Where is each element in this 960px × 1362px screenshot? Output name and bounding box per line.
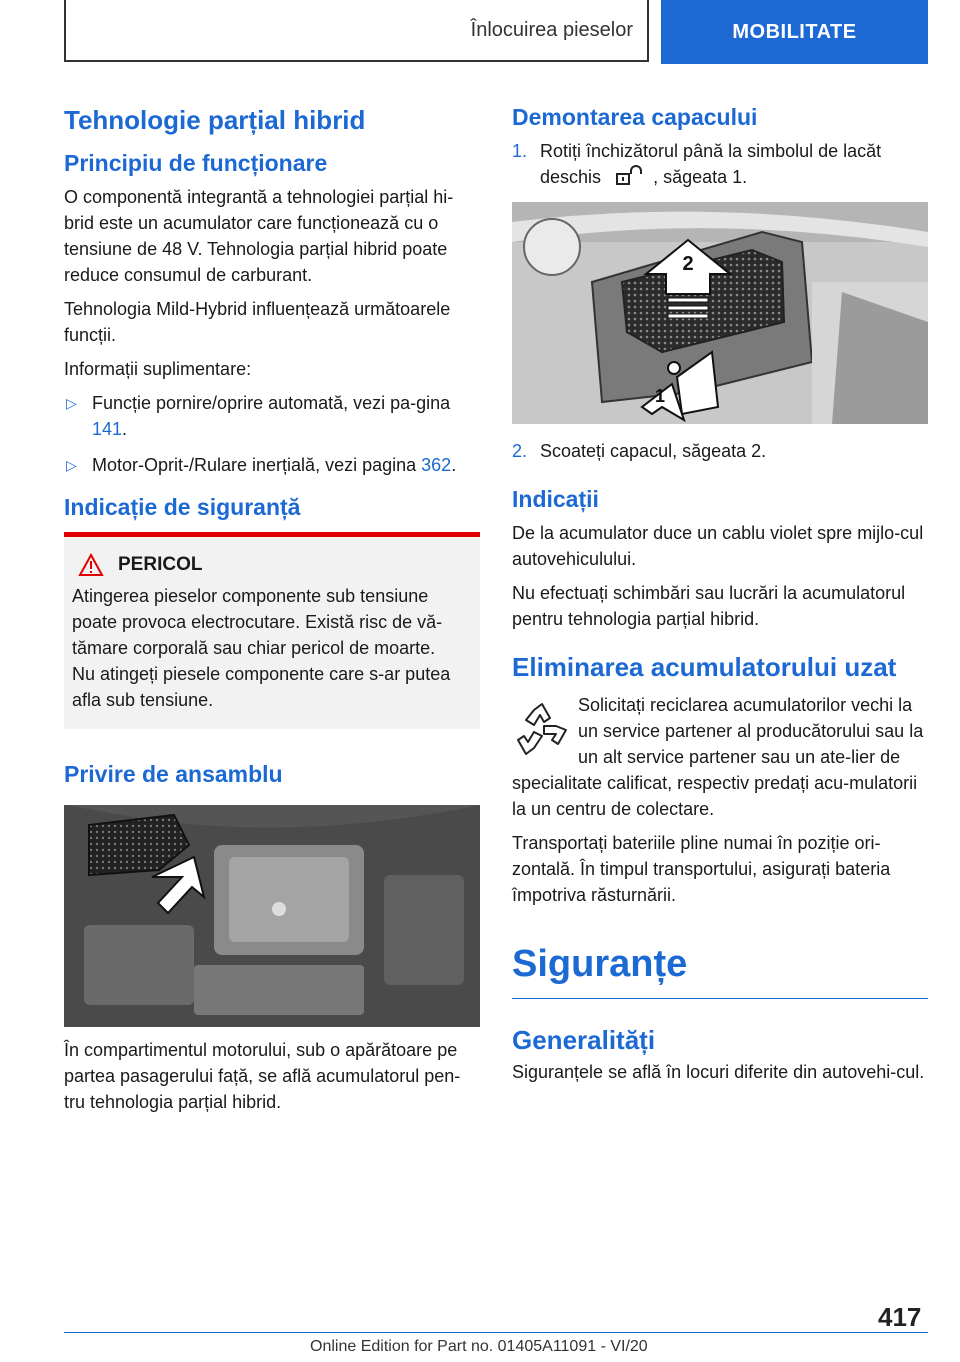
right-column	[512, 96, 928, 1093]
info-list	[64, 390, 480, 478]
section-heading: Tehnologie parțial hibrid	[64, 105, 366, 135]
page-number: 417	[878, 1302, 922, 1332]
list-item: 2. Scoateți capacul, săgeata 2.	[512, 441, 767, 461]
section-title: Înlocuirea pieselor	[64, 0, 649, 62]
overview-caption: În compartimentul motorului, sub o apărătoare pe partea pasagerului față, se află acumulatorul pen‐tru tehnologia parțial hibrid.	[64, 1040, 461, 1112]
principle-paragraph-2: Tehnologia Mild-Hybrid influențează următoarele funcții.	[64, 299, 451, 345]
fuses-title: Siguranțe	[512, 942, 928, 999]
principle-heading: Principiu de funcționare	[64, 150, 328, 176]
overview-heading: Privire de ansamblu	[64, 761, 283, 787]
notes-paragraph-2: Nu efectuați schimbări sau lucrări la acumulatorul pentru tehnologia parțial hibrid.	[512, 583, 906, 629]
danger-warning-box	[64, 532, 480, 729]
notes-heading: Indicații	[512, 486, 599, 512]
general-heading: Generalități	[512, 1025, 656, 1055]
safety-heading: Indicație de siguranță	[64, 494, 301, 520]
warning-triangle-icon	[78, 553, 104, 577]
footer-divider	[64, 1332, 928, 1333]
warning-text-1: Atingerea pieselor componente sub tensiune poate provoca electrocutare. Există risc de vă‐tămare corporală sau chiar pericol de moarte.	[72, 586, 443, 658]
removal-heading: Demontarea capacului	[512, 104, 758, 130]
disposal-heading: Eliminarea acumulatorului uzat	[512, 652, 897, 682]
list-item: 1. Rotiți închizătorul până la simbolul de lacăt deschis , săgeata 1.	[512, 141, 882, 187]
list-item: ▷ Motor-Oprit-/Rulare inerțială, vezi pagina 362.	[64, 452, 480, 478]
arrow-label-1: 1	[654, 386, 666, 406]
warning-text-2: Nu atingeți piesele componente care s-ar putea afla sub tensiune.	[72, 664, 451, 710]
page-header	[64, 0, 928, 64]
recycle-icon	[512, 700, 570, 758]
warning-label: PERICOL	[118, 554, 203, 575]
more-info-label: Informații suplimentare:	[64, 359, 252, 379]
removal-steps	[512, 138, 928, 190]
triangle-bullet-icon: ▷	[66, 457, 77, 473]
engine-bay-image	[64, 805, 480, 1027]
edition-info: Online Edition for Part no. 01405A11091 - VI/20	[310, 1338, 648, 1355]
padlock-open-icon	[614, 165, 644, 187]
principle-paragraph-1: O componentă integrantă a tehnologiei parțial hi‐brid este un acumulator care funcționează cu o tensiune de 48 V. Tehnologia parțial hibrid poate reduce consumul de carburant.	[64, 187, 454, 285]
page-link[interactable]: 141	[92, 419, 123, 439]
page-link[interactable]: 362	[421, 455, 452, 475]
chapter-tab: MOBILITATE	[661, 0, 928, 64]
disposal-paragraph-2: Transportați bateriile pline numai în poziție ori‐zontală. În timpul transportului, asigurați bateria împotriva răsturnării.	[512, 833, 891, 905]
arrow-label-2: 2	[682, 253, 694, 275]
triangle-bullet-icon: ▷	[66, 395, 77, 411]
removal-steps-continued	[512, 438, 928, 464]
left-column	[64, 96, 480, 1123]
cover-removal-image	[512, 202, 928, 424]
list-item: ▷ Funcție pornire/oprire automată, vezi pa‐gina 141.	[64, 390, 480, 442]
general-paragraph: Siguranțele se află în locuri diferite din autovehi‐cul.	[512, 1062, 925, 1082]
notes-paragraph-1: De la acumulator duce un cablu violet spre mijlo‐cul autovehiculului.	[512, 523, 924, 569]
disposal-paragraph-1: Solicitați reciclarea acumulatorilor vechi la un service partener al producătorului sau la un alt service partener sau un ate‐lier de specialitate calificat, respectiv predați acu‐mulatorii la un centru de colectare.	[512, 695, 924, 819]
